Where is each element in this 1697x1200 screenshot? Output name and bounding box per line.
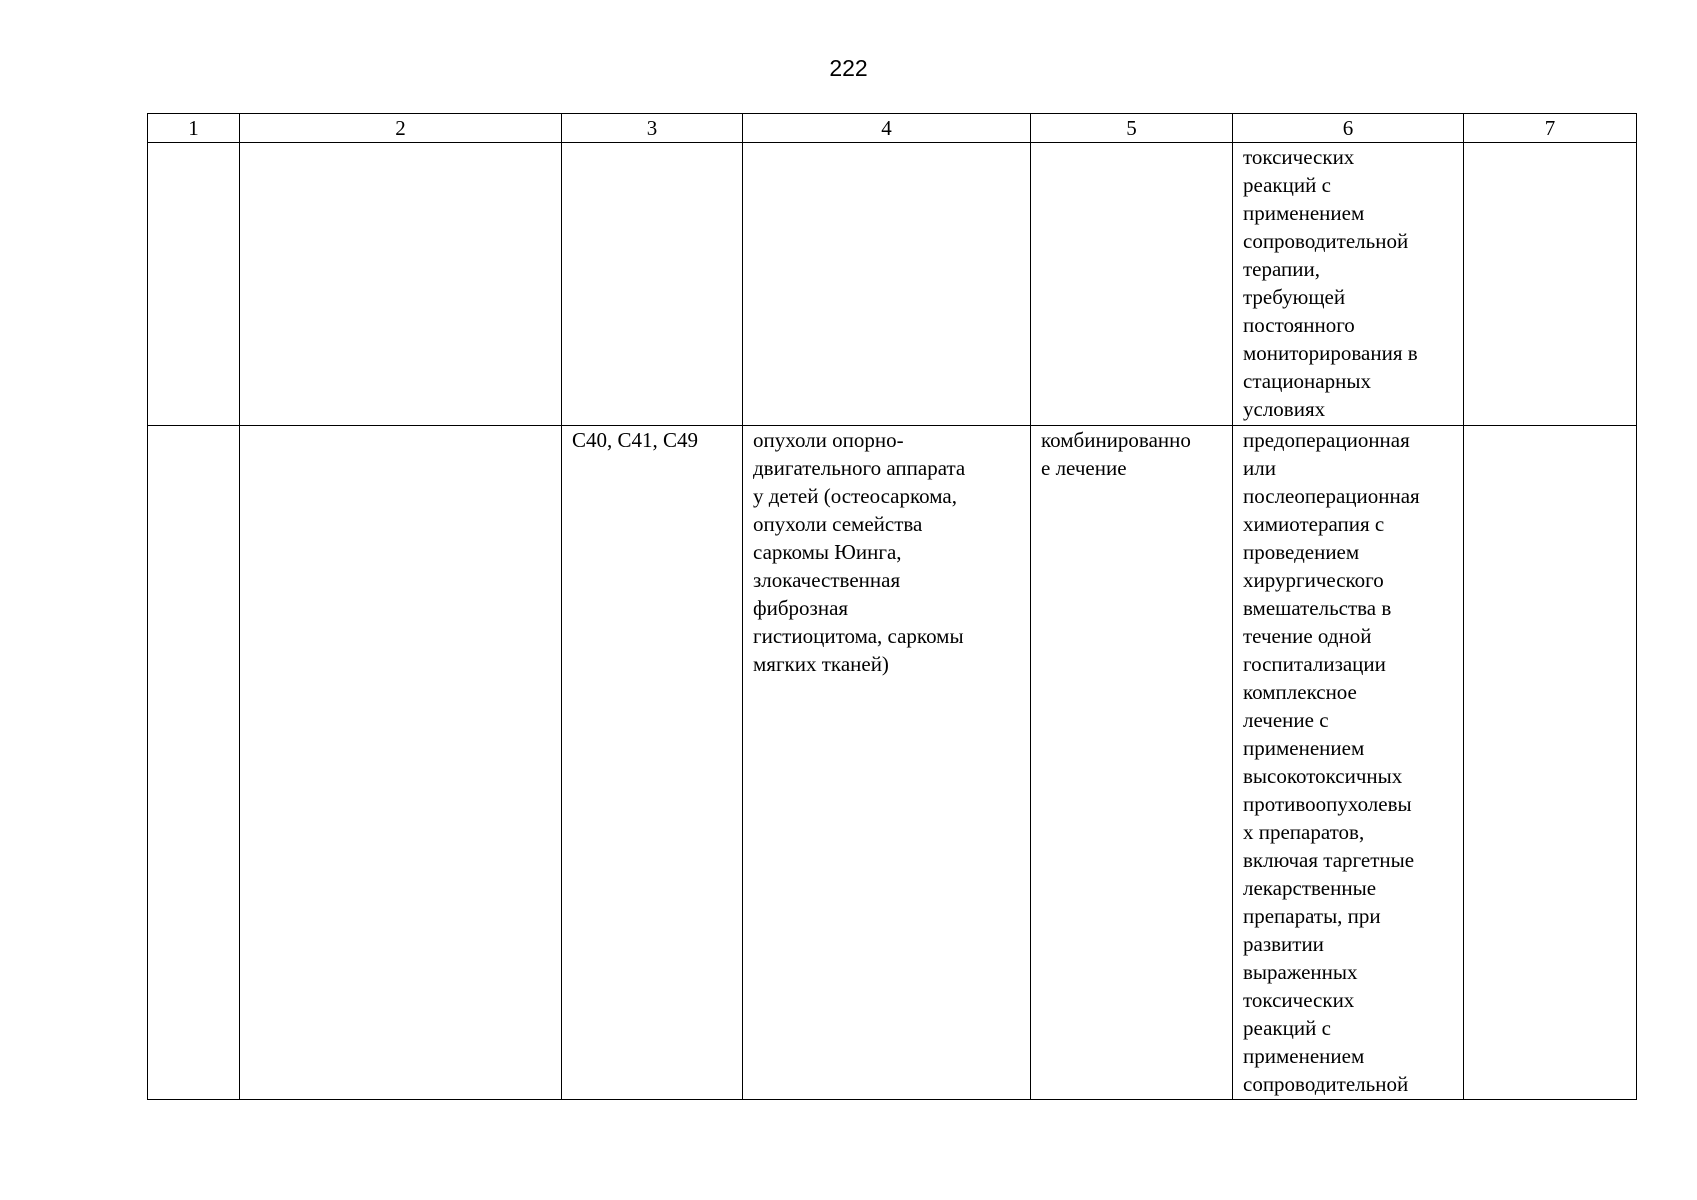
cell-text-line: выраженных	[1243, 960, 1358, 984]
cell-treatment-method	[1233, 143, 1464, 426]
cell-text-line: условиях	[1243, 397, 1326, 421]
cell-text-line: реакций с	[1243, 1016, 1331, 1040]
cell-text-line: комбинированно	[1041, 428, 1191, 452]
cell-text-line: противоопухолевы	[1243, 792, 1412, 816]
cell-codes	[562, 143, 743, 426]
column-header-4: 4	[743, 114, 1031, 143]
cell-profile	[240, 426, 562, 1100]
cell-text-line: вмешательства в	[1243, 596, 1392, 620]
cell-text-line: терапии,	[1243, 257, 1321, 281]
cell-profile	[240, 143, 562, 426]
table-row	[148, 143, 1637, 426]
cell-text-line: течение одной	[1243, 624, 1372, 648]
cell-text-line: хирургического	[1243, 568, 1384, 592]
cell-text-line: фиброзная	[753, 596, 849, 620]
cell-text-line: препараты, при	[1243, 904, 1381, 928]
column-header-5: 5	[1031, 114, 1233, 143]
cell-text-line: токсических	[1243, 988, 1355, 1012]
cell-text-line: е лечение	[1041, 456, 1127, 480]
cell-treatment-type	[1031, 426, 1233, 1100]
cell-cost	[1464, 143, 1637, 426]
cell-text-line: мягких тканей)	[753, 652, 889, 676]
cell-text-line: госпитализации	[1243, 652, 1386, 676]
cell-text-line: предоперационная	[1243, 428, 1410, 452]
cell-disease	[743, 143, 1031, 426]
column-header-6: 6	[1233, 114, 1464, 143]
cell-text-line: двигательного аппарата	[753, 456, 966, 480]
cell-text-line: применением	[1243, 736, 1365, 760]
cell-treatment-type	[1031, 143, 1233, 426]
cell-text-line: сопроводительной	[1243, 229, 1409, 253]
cell-text-line: стационарных	[1243, 369, 1371, 393]
cell-text-line: применением	[1243, 201, 1365, 225]
column-header-1: 1	[148, 114, 240, 143]
column-header-2: 2	[240, 114, 562, 143]
cell-text-line: злокачественная	[753, 568, 901, 592]
cell-text-line: сопроводительной	[1243, 1072, 1409, 1096]
cell-text-line: х препаратов,	[1243, 820, 1365, 844]
cell-disease	[743, 426, 1031, 1100]
cell-number	[148, 143, 240, 426]
cell-text-line: мониторирования в	[1243, 341, 1418, 365]
cell-text-line: у детей (остеосаркома,	[753, 484, 957, 508]
cell-text-line: опухоли опорно-	[753, 428, 904, 452]
cell-text-line: гистиоцитома, саркомы	[753, 624, 964, 648]
cell-text-line: лекарственные	[1243, 876, 1377, 900]
cell-text-line: лечение с	[1243, 708, 1329, 732]
cell-number	[148, 426, 240, 1100]
column-header-7: 7	[1464, 114, 1637, 143]
cell-text-line: или	[1243, 456, 1276, 480]
cell-codes: C40, C41, C49	[562, 426, 743, 1100]
cell-text-line: опухоли семейства	[753, 512, 923, 536]
cell-cost	[1464, 426, 1637, 1100]
table-row	[148, 426, 1637, 1100]
cell-text-line: применением	[1243, 1044, 1365, 1068]
data-table	[147, 113, 1637, 1100]
cell-text-line: реакций с	[1243, 173, 1331, 197]
cell-text-line: требующей	[1243, 285, 1346, 309]
page-number: 222	[829, 55, 868, 81]
cell-text-line: токсических	[1243, 145, 1355, 169]
cell-text-line: послеоперационная	[1243, 484, 1420, 508]
cell-treatment-method	[1233, 426, 1464, 1100]
cell-text-line: развитии	[1243, 932, 1324, 956]
cell-text-line: постоянного	[1243, 313, 1355, 337]
cell-text-line: проведением	[1243, 540, 1360, 564]
column-header-3: 3	[562, 114, 743, 143]
table-header-row	[148, 114, 1637, 143]
cell-text-line: саркомы Юинга,	[753, 540, 902, 564]
cell-text-line: комплексное	[1243, 680, 1357, 704]
cell-text-line: высокотоксичных	[1243, 764, 1403, 788]
cell-text-line: включая таргетные	[1243, 848, 1415, 872]
cell-text-line: химиотерапия с	[1243, 512, 1385, 536]
